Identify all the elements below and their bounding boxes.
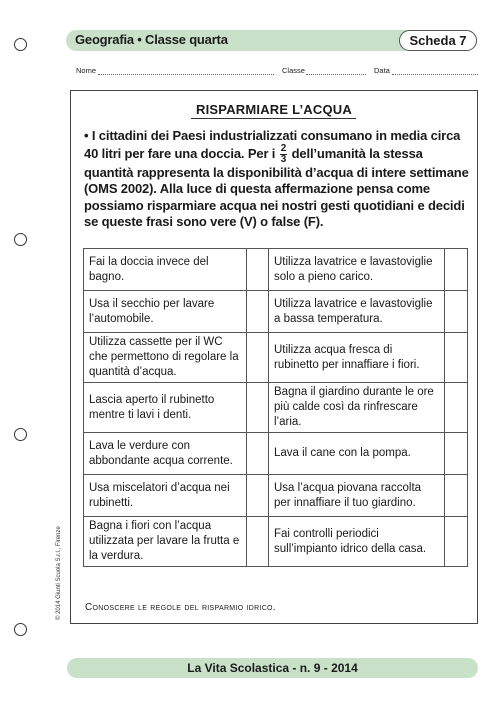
fraction-denominator: 3 xyxy=(280,154,287,166)
date-label: Data xyxy=(374,66,390,75)
statement-cell: Utilizza lavatrice e lavastoviglie a bassa temperatura. xyxy=(269,291,445,333)
statement-cell: Fai la doccia invece del bagno. xyxy=(84,249,247,291)
statement-cell: Bagna il giardino durante le ore più calde così da rinfrescare l’aria. xyxy=(269,383,445,433)
worksheet-title: RISPARMIARE L’ACQUA xyxy=(196,102,352,117)
subject-label: Geografia • Classe quarta xyxy=(75,32,228,47)
sheet-number-badge: Scheda 7 xyxy=(399,30,477,51)
class-label: Classe xyxy=(282,66,305,75)
table-row xyxy=(84,383,468,433)
intro-text-part2: dell’umanità la stessa quantità rappresenta la disponibilità d’acqua di intere settimane (OMS 2002). Alla luce di questa affermazione pensa come possiamo risparmiare acqua nei nostri gesti quotidiani e decidi se queste frasi sono vere (V) o false (F). xyxy=(84,146,469,229)
binder-hole xyxy=(14,38,27,51)
answer-box[interactable] xyxy=(247,383,269,433)
class-field[interactable] xyxy=(306,74,366,75)
answer-box[interactable] xyxy=(247,291,269,333)
binder-hole xyxy=(14,623,27,636)
statement-cell: Lava il cane con la pompa. xyxy=(269,433,445,475)
statement-cell: Utilizza acqua fresca di rubinetto per innaffiare i fiori. xyxy=(269,333,445,383)
copyright-notice: © 2014 Giunti Scuola S.r.l., Firenze xyxy=(56,526,62,620)
learning-objective: Conoscere le regole del risparmio idrico. xyxy=(85,602,276,613)
answer-box[interactable] xyxy=(247,475,269,517)
answer-box[interactable] xyxy=(445,333,468,383)
worksheet-box xyxy=(70,90,478,624)
statement-cell: Usa l’acqua piovana raccolta per innaffiare il tuo giardino. xyxy=(269,475,445,517)
intro-text xyxy=(84,128,469,230)
answer-box[interactable] xyxy=(247,249,269,291)
answer-box[interactable] xyxy=(445,249,468,291)
true-false-table xyxy=(83,248,468,567)
title-underline xyxy=(191,118,356,119)
table-row xyxy=(84,249,468,291)
intro-text-part1: • I cittadini dei Paesi industrializzati consumano in media circa 40 litri per fare una doccia. Per i xyxy=(84,128,461,162)
table-row xyxy=(84,333,468,383)
statement-cell: Usa il secchio per lavare l’automobile. xyxy=(84,291,247,333)
answer-box[interactable] xyxy=(445,383,468,433)
fraction-two-thirds xyxy=(280,144,287,165)
table-row xyxy=(84,517,468,567)
header-bar xyxy=(66,30,477,51)
answer-box[interactable] xyxy=(445,475,468,517)
name-label: Nome xyxy=(76,66,97,75)
fraction-numerator: 2 xyxy=(280,143,287,155)
answer-box[interactable] xyxy=(445,433,468,475)
statement-cell: Utilizza cassette per il WC che permettono di regolare la quantità d’acqua. xyxy=(84,333,247,383)
table-row xyxy=(84,291,468,333)
statement-cell: Bagna i fiori con l’acqua utilizzata per lavare la frutta e la verdura. xyxy=(84,517,247,567)
answer-box[interactable] xyxy=(247,517,269,567)
footer-bar: La Vita Scolastica - n. 9 - 2014 xyxy=(67,658,478,678)
answer-box[interactable] xyxy=(445,517,468,567)
table-row xyxy=(84,475,468,517)
statement-cell: Usa miscelatori d’acqua nei rubinetti. xyxy=(84,475,247,517)
date-field[interactable] xyxy=(392,74,478,75)
statement-cell: Lascia aperto il rubinetto mentre ti lavi i denti. xyxy=(84,383,247,433)
answer-box[interactable] xyxy=(247,433,269,475)
table-row xyxy=(84,433,468,475)
name-field[interactable] xyxy=(98,74,274,75)
binder-hole xyxy=(14,233,27,246)
answer-box[interactable] xyxy=(247,333,269,383)
statement-cell: Fai controlli periodici sull’impianto idrico della casa. xyxy=(269,517,445,567)
statement-cell: Utilizza lavatrice e lavastoviglie solo a pieno carico. xyxy=(269,249,445,291)
statement-cell: Lava le verdure con abbondante acqua corrente. xyxy=(84,433,247,475)
binder-hole xyxy=(14,428,27,441)
answer-box[interactable] xyxy=(445,291,468,333)
